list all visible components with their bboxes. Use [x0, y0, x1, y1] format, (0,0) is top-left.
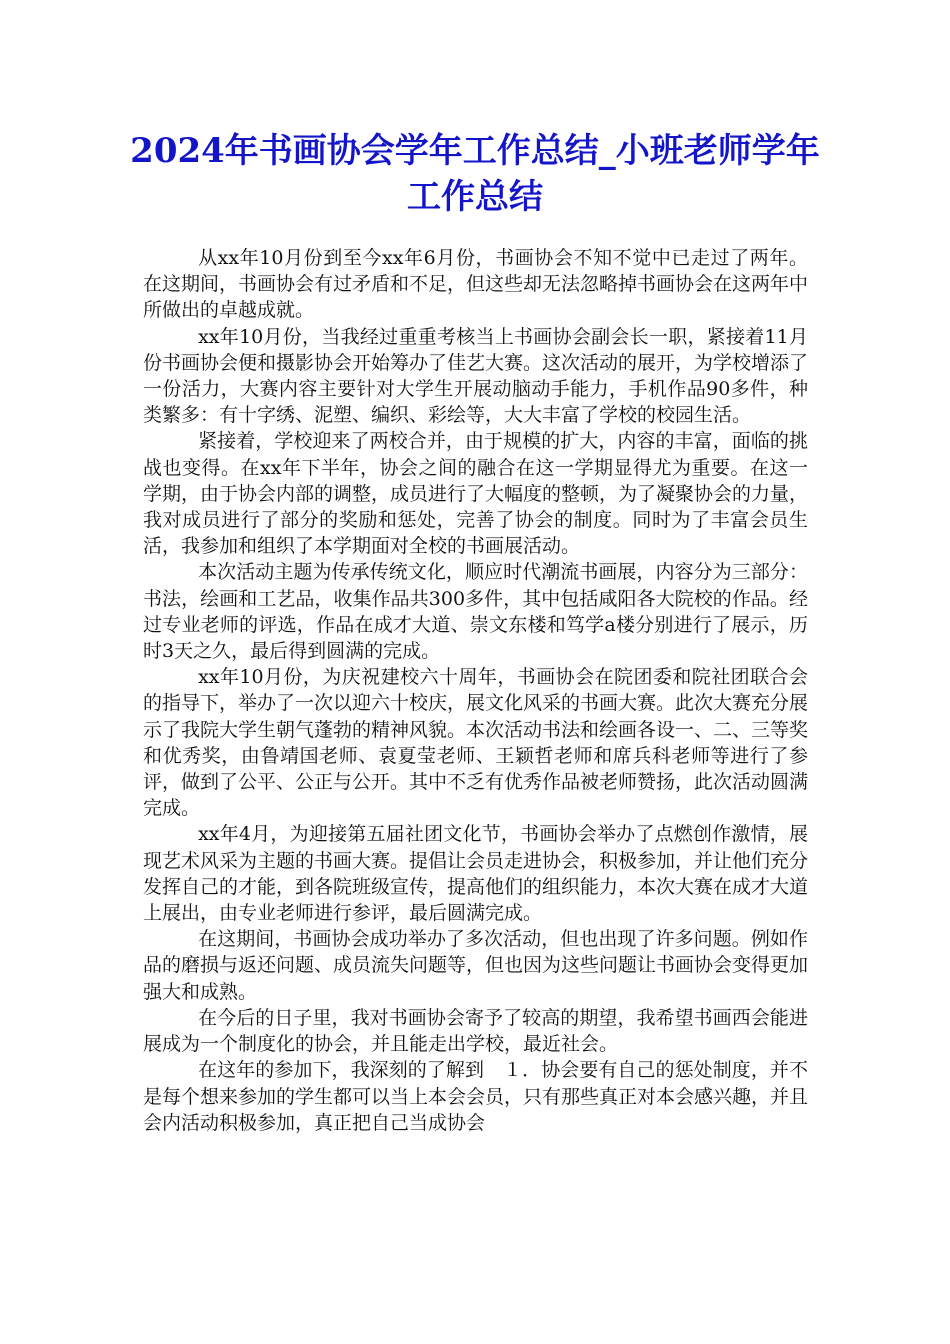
- paragraph: 从xx年10月份到至今xx年6月份，书画协会不知不觉中已走过了两年。在这期间，书画协会有过矛盾和不足，但这些却无法忽略掉书画协会在这两年中所做出的卓越成就。: [143, 247, 809, 322]
- paragraph: 本次活动主题为传承传统文化，顺应时代潮流书画展，内容分为三部分：书法，绘画和工艺品，收集作品共300多件，其中包括咸阳各大院校的作品。经过专业老师的评选，作品在成才大道、崇文东楼和笃学a楼分别进行了展示，历时3天之久，最后得到圆满的完成。: [143, 561, 808, 663]
- paragraph: 紧接着，学校迎来了两校合并，由于规模的扩大，内容的丰富，面临的挑战也变得。在xx年下半年，协会之间的融合在这一学期显得尤为重要。在这一学期，由于协会内部的调整，成员进行了大幅度的整顿，为了凝聚协会的力量，我对成员进行了部分的奖励和惩处，完善了协会的制度。同时为了丰富会员生活，我参加和组织了本学期面对全校的书画展活动。: [143, 430, 809, 558]
- paragraph: 在这期间，书画协会成功举办了多次活动，但也出现了许多问题。例如作品的磨损与返还问题、成员流失问题等，但也因为这些问题让书画协会变得更加强大和成熟。: [143, 928, 809, 1003]
- paragraph: 在今后的日子里，我对书画协会寄予了较高的期望，我希望书画西会能进展成为一个制度化的协会，并且能走出学校，最近社会。: [143, 1006, 808, 1056]
- document-title: 2024年书画协会学年工作总结_小班老师学年工作总结: [130, 131, 820, 217]
- document-body: [143, 245, 808, 1136]
- paragraph: xx年4月，为迎接第五届社团文化节，书画协会举办了点燃创作激情，展现艺术风采为主题的书画大赛。提倡让会员走进协会，积极参加，并让他们充分发挥自己的才能，到各院班级宣传，提高他们的组织能力，本次大赛在成才大道上展出，由专业老师进行参评，最后圆满完成。: [143, 823, 809, 925]
- paragraph: xx年10月份，当我经过重重考核当上书画协会副会长一职，紧接着11月份书画协会便和摄影协会开始筹办了佳艺大赛。这次活动的展开，为学校增添了一份活力，大赛内容主要针对大学生开展动脑动手能力，手机作品90多件，种类繁多：有十字绣、泥塑、编织、彩绘等，大大丰富了学校的校园生活。: [143, 325, 809, 427]
- paragraph: 在这年的参加下，我深刻的了解到 １．协会要有自己的惩处制度，并不是每个想来参加的学生都可以当上本会会员，只有那些真正对本会感兴趣，并且会内活动积极参加，真正把自己当成协会: [143, 1059, 809, 1134]
- paragraph: xx年10月份，为庆祝建校六十周年，书画协会在院团委和院社团联合会的指导下，举办了一次以迎六十校庆，展文化风采的书画大赛。此次大赛充分展示了我院大学生朝气蓬勃的精神风貌。本次活动书法和绘画各设一、二、三等奖和优秀奖，由鲁靖国老师、袁夏莹老师、王颖哲老师和席兵科老师等进行了参评，做到了公平、公正与公开。其中不乏有优秀作品被老师赞扬，此次活动圆满完成。: [143, 666, 809, 820]
